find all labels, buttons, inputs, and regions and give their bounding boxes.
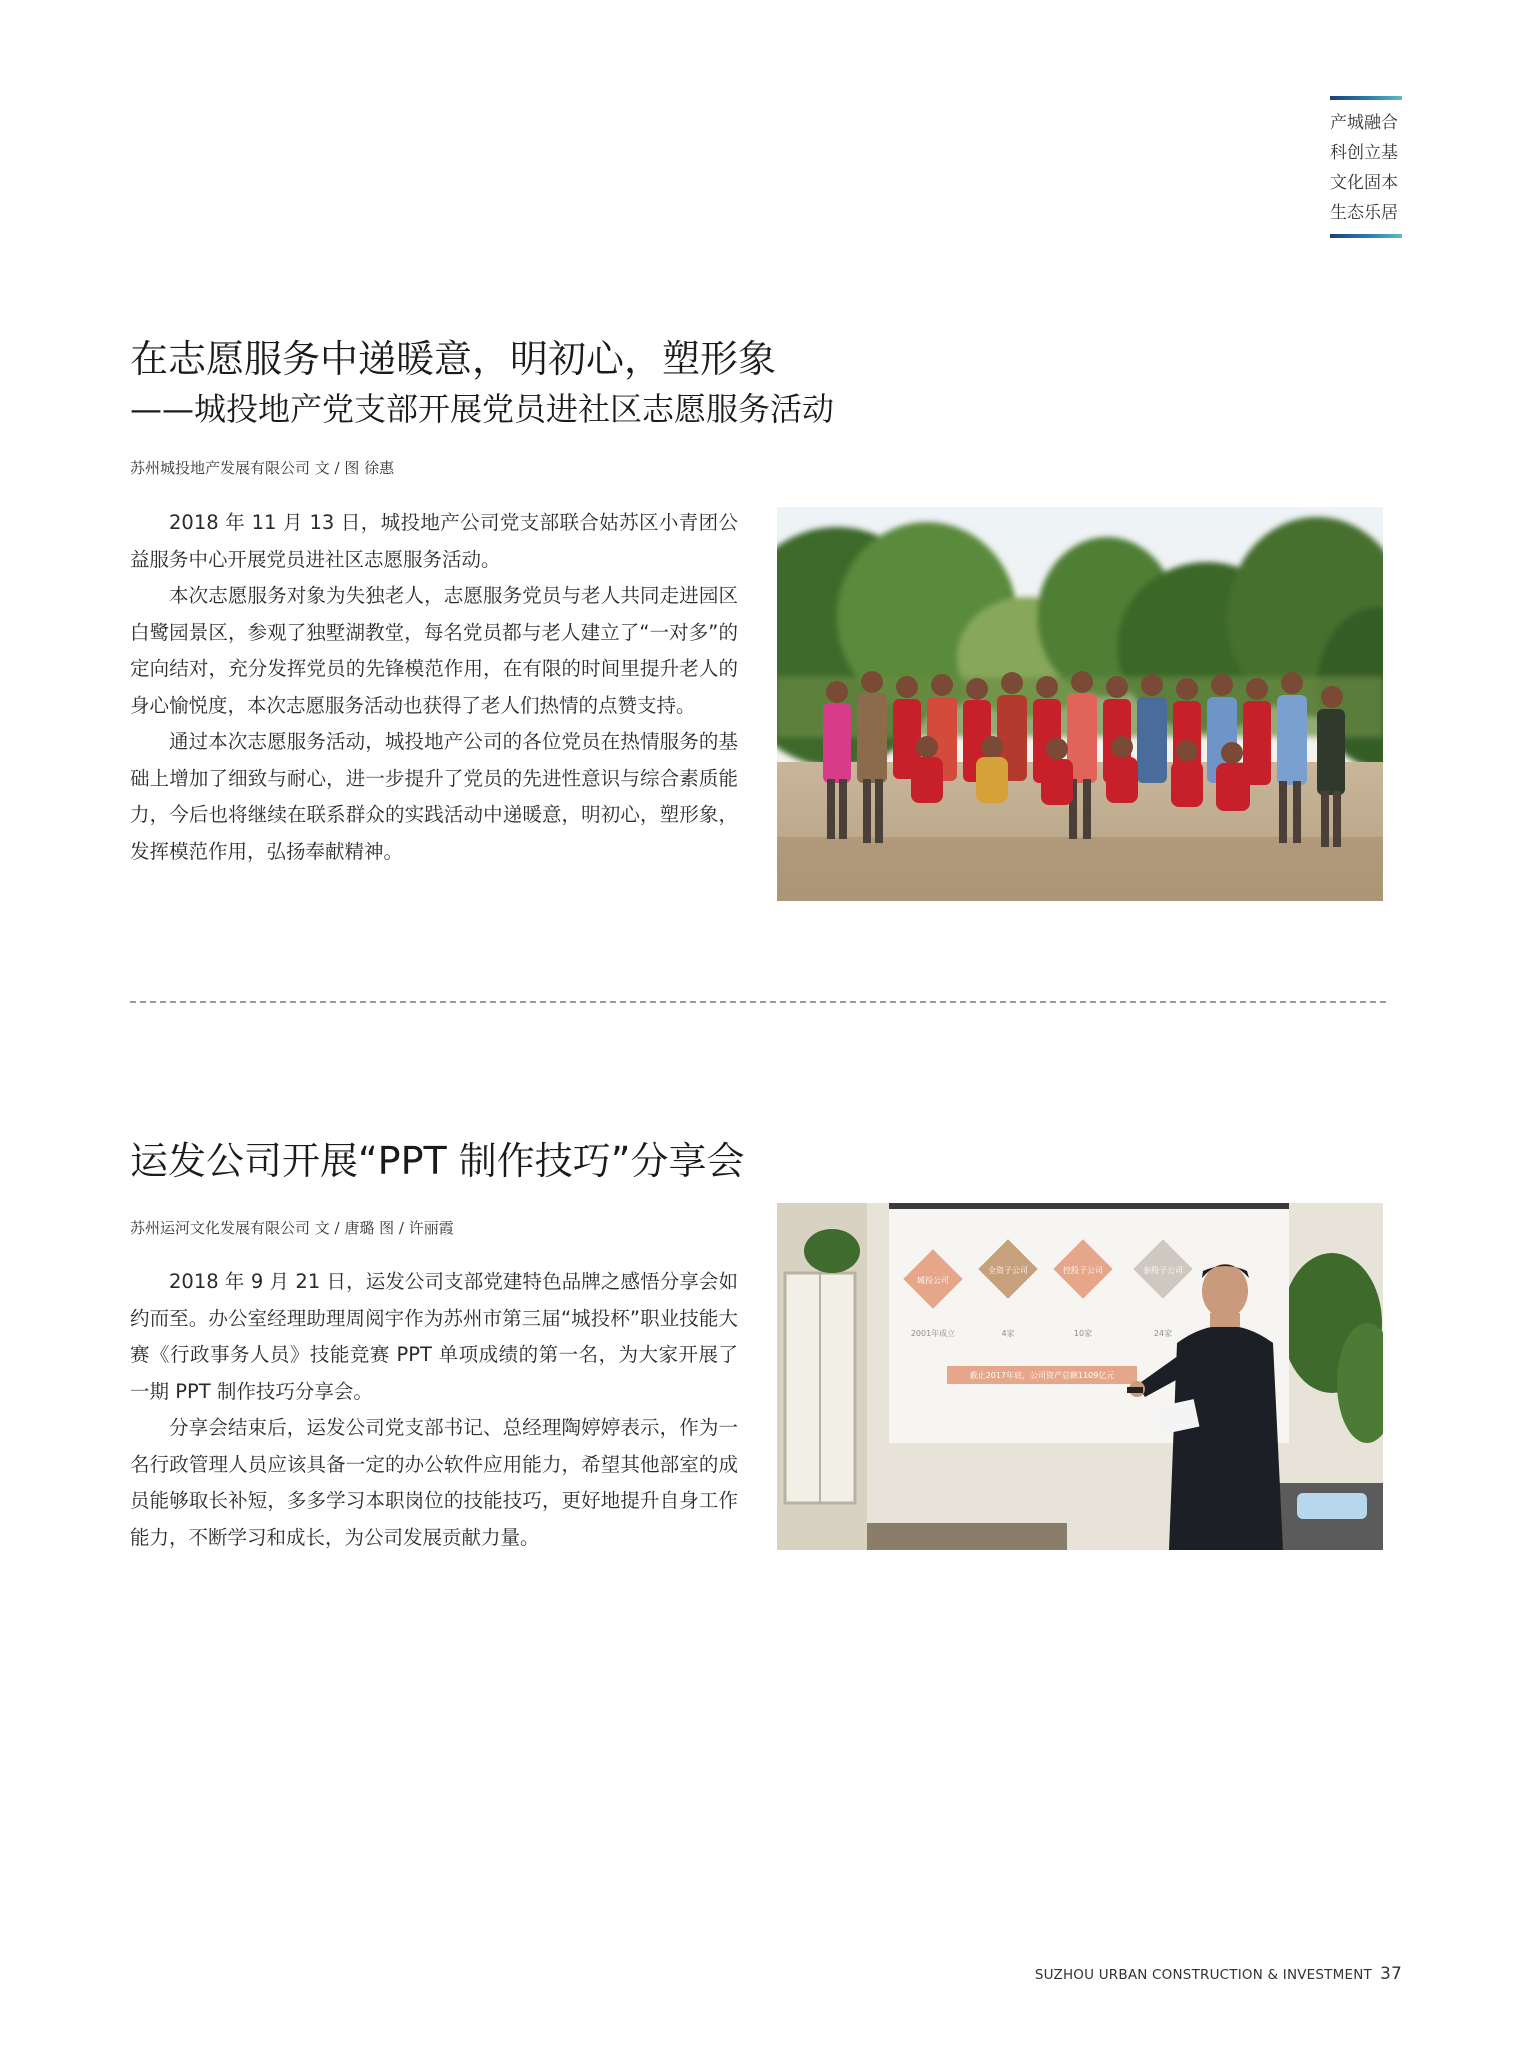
section-divider: [130, 1001, 1386, 1003]
slide-step-label: 参股子公司: [1143, 1266, 1183, 1275]
article-volunteer-service: [130, 334, 1386, 432]
article1-title: 在志愿服务中递暖意，明初心，塑形象: [130, 337, 777, 381]
slide-count-label: 4家: [1001, 1329, 1015, 1338]
article1-subtitle: ——城投地产党支部开展党员进社区志愿服务活动: [130, 390, 835, 428]
article2-body: [130, 1264, 738, 1556]
slide-banner-text: 截止2017年底，公司资产总额1109亿元: [969, 1371, 1115, 1380]
page-footer: [1035, 1964, 1402, 1984]
nav-item-ecology: 生态乐居: [1330, 203, 1398, 223]
article1-paragraph: 本次志愿服务对象为失独老人，志愿服务党员与老人共同走进园区白鹭园景区，参观了独墅湖教堂，每名党员都与老人建立了“一对多”的定向结对，充分发挥党员的先锋模范作用，在有限的时间里提升老人的身心愉悦度，本次志愿服务活动也获得了老人们热情的点赞支持。: [130, 584, 738, 717]
nav-accent-bar-bottom: [1330, 234, 1402, 238]
article1-paragraph: 2018 年 11 月 13 日，城投地产公司党支部联合姑苏区小青团公益服务中心开展党员进社区志愿服务活动。: [130, 511, 738, 571]
slide-count-label: 24家: [1153, 1329, 1173, 1338]
article-ppt-sharing: [130, 1136, 1386, 1186]
slide-count-label: 10家: [1073, 1329, 1093, 1338]
article1-paragraph: 通过本次志愿服务活动，城投地产公司的各位党员在热情服务的基础上增加了细致与耐心，进一步提升了党员的先进性意识与综合素质能力，今后也将继续在联系群众的实践活动中递暖意，明初心，塑形象，发挥模范作用，弘扬奉献精神。: [130, 730, 738, 863]
slide-step-label: 控股子公司: [1063, 1266, 1103, 1275]
article2-paragraph: 2018 年 9 月 21 日，运发公司支部党建特色品牌之感悟分享会如约而至。办公室经理助理周阅宇作为苏州市第三届“城投杯”职业技能大赛《行政事务人员》技能竞赛 PPT 单项成绩的第一名，为大家开展了一期 PPT 制作技巧分享会。: [130, 1270, 738, 1403]
page-number: 37: [1379, 1964, 1402, 1984]
nav-item-city-industry: 产城融合: [1330, 113, 1398, 133]
article1-body: [130, 505, 738, 870]
nav-item-culture: 文化固本: [1330, 173, 1398, 193]
nav-item-innovation: 科创立基: [1330, 143, 1398, 163]
section-nav: [1330, 96, 1402, 238]
article1-byline: 苏州城投地产发展有限公司 文 / 图 徐惠: [130, 459, 395, 477]
ppt-presentation-photo: [777, 1203, 1383, 1550]
slide-step-label: 城投公司: [917, 1276, 949, 1285]
slide-step-label: 全资子公司: [988, 1266, 1028, 1275]
volunteer-group-photo: [777, 507, 1383, 901]
nav-item-list: [1330, 100, 1402, 234]
publication-name: SUZHOU URBAN CONSTRUCTION & INVESTMENT: [1034, 1967, 1372, 1983]
slide-count-label: 2001年成立: [910, 1329, 956, 1338]
article2-title: 运发公司开展“PPT 制作技巧”分享会: [130, 1139, 745, 1183]
article2-byline: 苏州运河文化发展有限公司 文 / 唐璐 图 / 许丽霞: [130, 1219, 454, 1237]
article2-paragraph: 分享会结束后，运发公司党支部书记、总经理陶婷婷表示，作为一名行政管理人员应该具备一定的办公软件应用能力，希望其他部室的成员能够取长补短，多多学习本职岗位的技能技巧，更好地提升自身工作能力，不断学习和成长，为公司发展贡献力量。: [130, 1416, 738, 1549]
